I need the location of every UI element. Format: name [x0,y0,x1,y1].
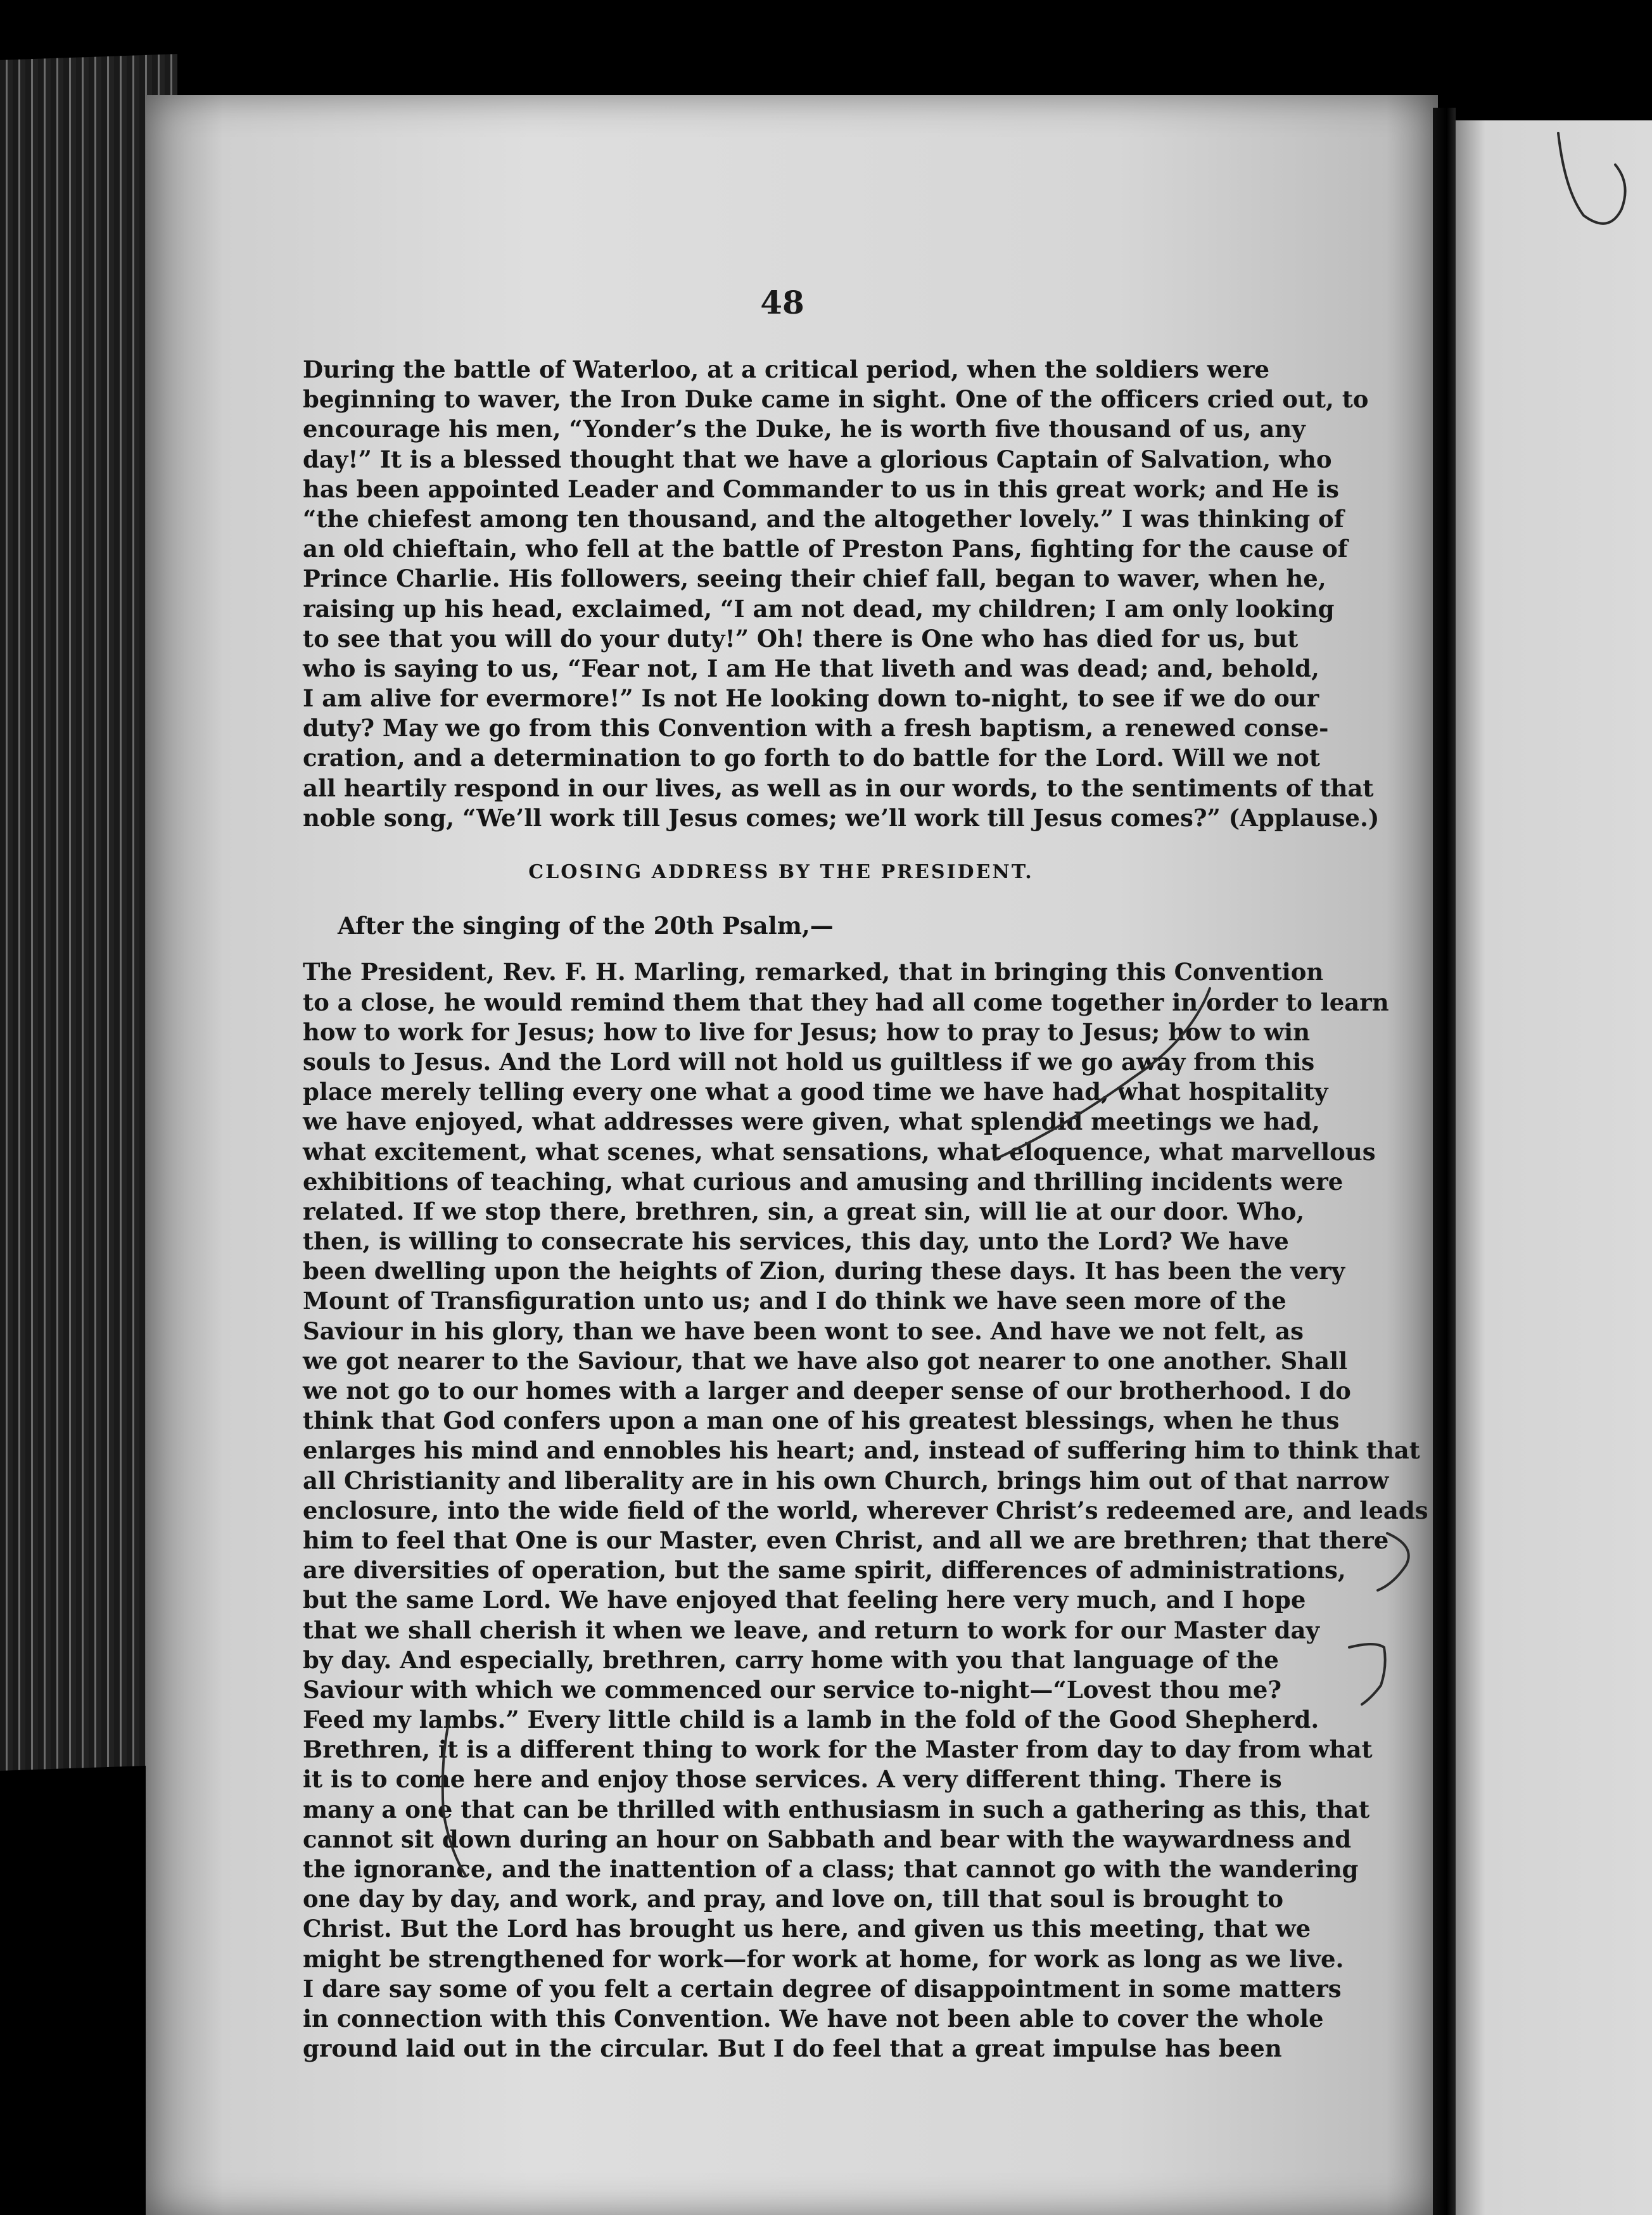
paragraph-closing-address-line: are diversities of operation, but the same spirit, differences of administrations, [303,1556,1346,1585]
paragraph-closing-address-line: what excitement, what scenes, what sensations, what eloquence, what marvellous [303,1137,1376,1166]
intro-line: After the singing of the 20th Psalm,— [338,912,834,940]
right-page [1456,120,1652,2215]
paragraph-closing-address-line: Feed my lambs.” Every little child is a lamb in the fold of the Good Shepherd. [303,1706,1319,1734]
paragraph-closing-address-line: one day by day, and work, and pray, and love on, till that soul is brought to [303,1885,1284,1913]
paragraph-closing-address-line: many a one that can be thrilled with enthusiasm in such a gathering as this, that [303,1795,1370,1823]
paragraph-closing-address-line: all Christianity and liberality are in his own Church, brings him out of that narrow [303,1466,1389,1495]
paragraph-waterloo-line: to see that you will do your duty!” Oh! there is One who has died for us, but [303,624,1299,653]
paragraph-closing-address-line: Christ. But the Lord has brought us here, and given us this meeting, that we [303,1915,1311,1943]
paragraph-waterloo-line: beginning to waver, the Iron Duke came in sight. One of the officers cried out, to [303,385,1369,414]
paragraph-closing-address [303,957,1428,2064]
paragraph-closing-address-line: Brethren, it is a different thing to work for the Master from day to day from what [303,1735,1373,1764]
paragraph-waterloo [303,355,1380,833]
paragraph-closing-address-line: might be strengthened for work—for work at home, for work as long as we live. [303,1944,1344,1973]
paragraph-closing-address-line: him to feel that One is our Master, even Christ, and all we are brethren; that there [303,1526,1389,1554]
paragraph-closing-address-line: how to work for Jesus; how to live for Jesus; how to pray to Jesus; how to win [303,1018,1310,1046]
paragraph-closing-address-line: ground laid out in the circular. But I do feel that a great impulse has been [303,2034,1282,2063]
paragraph-closing-address-line: but the same Lord. We have enjoyed that feeling here very much, and I hope [303,1586,1306,1614]
paragraph-closing-address-line: we have enjoyed, what addresses were given, what splendid meetings we had, [303,1108,1320,1136]
paragraph-waterloo-line: cration, and a determination to go forth to do battle for the Lord. Will we not [303,744,1320,772]
paragraph-closing-address-line: place merely telling every one what a good time we have had, what hospitality [303,1078,1328,1106]
paragraph-waterloo-line: raising up his head, exclaimed, “I am not dead, my children; I am only looking [303,594,1335,623]
paragraph-closing-address-line: that we shall cherish it when we leave, and return to work for our Master day [303,1616,1319,1644]
paragraph-closing-address-line: been dwelling upon the heights of Zion, during these days. It has been the very [303,1257,1345,1286]
paragraph-closing-address-line: to a close, he would remind them that they had all come together in order to learn [303,988,1389,1016]
paragraph-closing-address-line: souls to Jesus. And the Lord will not hold us guiltless if we go away from this [303,1047,1315,1076]
paragraph-waterloo-line: has been appointed Leader and Commander to us in this great work; and He is [303,475,1339,503]
paragraph-waterloo-line: I am alive for evermore!” Is not He looking down to-night, to see if we do our [303,684,1319,713]
book-gutter [1433,108,1456,2215]
page-number: 48 [760,284,804,321]
paragraph-waterloo-line: an old chieftain, who fell at the battle of Preston Pans, fighting for the cause of [303,535,1348,563]
paragraph-closing-address-line: we not go to our homes with a larger and deeper sense of our brotherhood. I do [303,1377,1351,1405]
section-heading: CLOSING ADDRESS BY THE PRESIDENT. [528,861,1034,883]
paragraph-closing-address-line: the ignorance, and the inattention of a class; that cannot go with the wandering [303,1855,1359,1883]
paragraph-waterloo-line: day!” It is a blessed thought that we have a glorious Captain of Salvation, who [303,445,1332,473]
paragraph-closing-address-line: we got nearer to the Saviour, that we have also got nearer to one another. Shall [303,1346,1348,1375]
paragraph-waterloo-line: all heartily respond in our lives, as well as in our words, to the sentiments of that [303,774,1374,802]
paragraph-closing-address-line: Saviour in his glory, than we have been wont to see. And have we not felt, as [303,1317,1304,1345]
paragraph-closing-address-line: enclosure, into the wide field of the world, wherever Christ’s redeemed are, and leads [303,1496,1428,1524]
paragraph-waterloo-line: Prince Charlie. His followers, seeing their chief fall, began to waver, when he, [303,565,1326,593]
paragraph-closing-address-line: by day. And especially, brethren, carry home with you that language of the [303,1645,1279,1674]
paragraph-waterloo-line: encourage his men, “Yonder’s the Duke, he is worth five thousand of us, any [303,415,1306,444]
paragraph-waterloo-line: During the battle of Waterloo, at a critical period, when the soldiers were [303,355,1270,383]
paragraph-closing-address-line: I dare say some of you felt a certain degree of disappointment in some matters [303,1974,1342,2003]
paragraph-closing-address-line: The President, Rev. F. H. Marling, remarked, that in bringing this Convention [303,958,1324,986]
paragraph-closing-address-line: think that God confers upon a man one of his greatest blessings, when he thus [303,1407,1340,1435]
paragraph-closing-address-line: then, is willing to consecrate his services, this day, unto the Lord? We have [303,1227,1289,1256]
paragraph-waterloo-line: duty? May we go from this Convention with a fresh baptism, a renewed conse- [303,714,1329,743]
paragraph-closing-address-line: it is to come here and enjoy those services. A very different thing. There is [303,1765,1282,1794]
paragraph-closing-address-line: cannot sit down during an hour on Sabbath and bear with the waywardness and [303,1825,1352,1853]
paragraph-waterloo-line: who is saying to us, “Fear not, I am He that liveth and was dead; and, behold, [303,654,1319,682]
paragraph-closing-address-line: exhibitions of teaching, what curious and amusing and thrilling incidents were [303,1167,1344,1196]
paragraph-closing-address-line: Mount of Transfiguration unto us; and I do think we have seen more of the [303,1287,1287,1315]
paragraph-waterloo-line: “the chiefest among ten thousand, and the altogether lovely.” I was thinking of [303,504,1344,533]
paragraph-closing-address-line: related. If we stop there, brethren, sin, a great sin, will lie at our door. Who, [303,1197,1305,1225]
paragraph-closing-address-line: Saviour with which we commenced our service to-night—“Lovest thou me? [303,1675,1282,1704]
paragraph-closing-address-line: enlarges his mind and ennobles his heart; and, instead of suffering him to think that [303,1436,1420,1465]
page-text [303,355,1428,2064]
paragraph-waterloo-line: noble song, “We’ll work till Jesus comes; we’ll work till Jesus comes?” (Applause.) [303,803,1380,832]
paragraph-closing-address-line: in connection with this Convention. We have not been able to cover the whole [303,2004,1324,2033]
